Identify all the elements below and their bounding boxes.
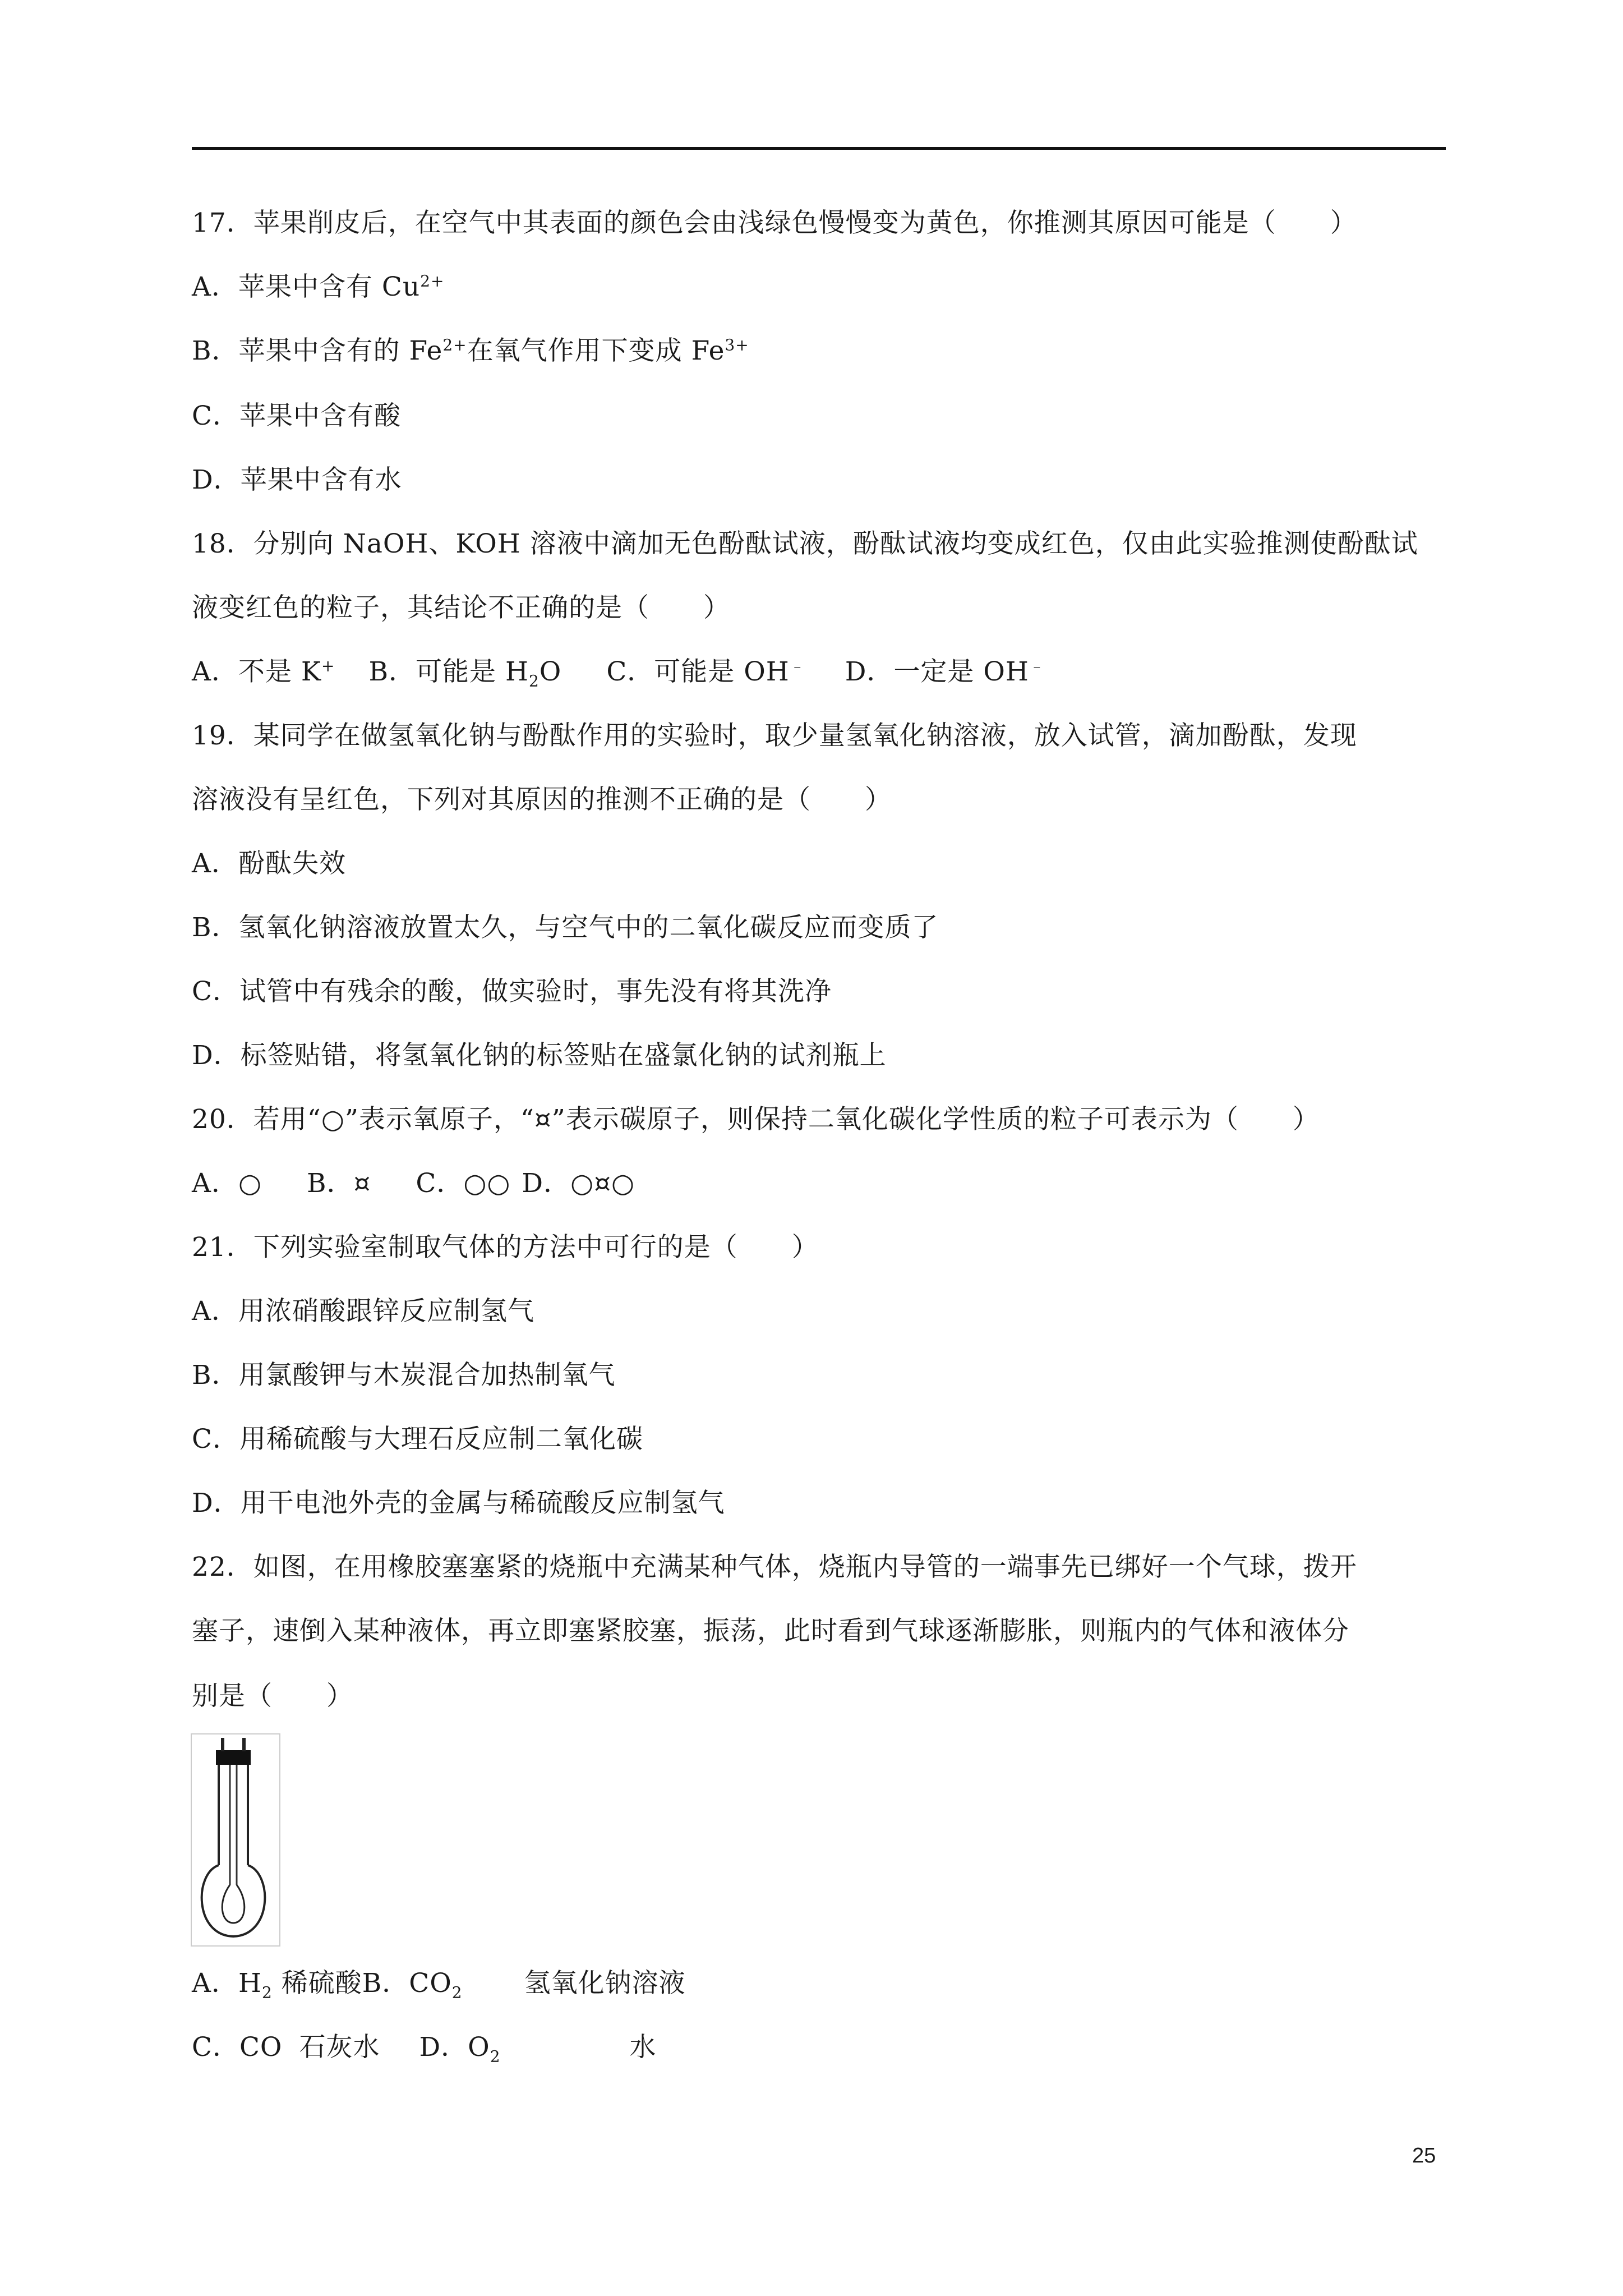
q22-options-row2 (192, 2031, 657, 2064)
q20-option-b: B．¤ (306, 1168, 371, 1199)
q18-option-c: C．可能是 OH﹣ (606, 656, 806, 687)
q19-option-b: B．氢氧化钠溶液放置太久，与空气中的二氧化碳反应而变质了 (192, 912, 939, 943)
q18-option-d: D．一定是 OH﹣ (845, 656, 1045, 687)
q22-option-d: D．$O_2$ 水 (419, 2032, 657, 2066)
q18-stem-line2: 液变红色的粒子，其结论不正确的是（ ） (192, 592, 730, 623)
q20-option-d: D．○¤○ (522, 1168, 635, 1199)
q21-stem: 21．下列实验室制取气体的方法中可行的是（ ） (192, 1232, 819, 1263)
q20-option-c: C．○○ (416, 1168, 511, 1199)
flask-balloon-figure (191, 1733, 280, 1947)
q20-option-a: A．○ (192, 1168, 262, 1199)
q21-option-b: B．用氯酸钾与木炭混合加热制氧气 (192, 1360, 616, 1391)
q18-options (192, 655, 1045, 689)
q18-option-b: B．可能是 $H_2O$ (368, 656, 562, 691)
q22-stem-line2: 塞子，速倒入某种液体，再立即塞紧胶塞，振荡，此时看到气球逐渐膨胀，则瓶内的气体和液体分 (192, 1616, 1349, 1646)
q21-option-a: A．用浓硝酸跟锌反应制氢气 (192, 1296, 534, 1327)
q17-option-a: A．苹果中含有 $Cu^{2+}$ (192, 272, 445, 302)
q18-option-a: A．不是 K+ (192, 656, 335, 687)
page-number: 25 (1412, 2144, 1436, 2168)
q19-stem-line1: 19．某同学在做氢氧化钠与酚酞作用的实验时，取少量氢氧化钠溶液，放入试管，滴加酚酞，发现 (192, 720, 1357, 751)
q20-stem: 20．若用“○”表示氧原子，“¤”表示碳原子，则保持二氧化碳化学性质的粒子可表示为（ ） (192, 1104, 1320, 1135)
q19-option-a: A．酚酞失效 (192, 848, 346, 879)
q22-stem-line3: 别是（ ） (192, 1681, 353, 1711)
q17-stem: 17．苹果削皮后，在空气中其表面的颜色会由浅绿色慢慢变为黄色，你推测其原因可能是（ ） (192, 208, 1357, 238)
q21-option-c: C．用稀硫酸与大理石反应制二氧化碳 (192, 1424, 643, 1455)
q19-option-d: D．标签贴错，将氢氧化钠的标签贴在盛氯化钠的试剂瓶上 (192, 1040, 887, 1071)
q19-stem-line2: 溶液没有呈红色，下列对其原因的推测不正确的是（ ） (192, 784, 892, 815)
q17-option-d: D．苹果中含有水 (192, 464, 402, 495)
q17-option-b: B．苹果中含有的 $Fe^{2+}$在氧气作用下变成 $Fe^{3+}$ (192, 335, 749, 366)
q22-option-c: C．CO 石灰水 (192, 2032, 380, 2063)
q22-option-a: A．$H_2$ 稀硫酸 (192, 1968, 362, 2002)
q22-options-row1 (192, 1967, 686, 2000)
q17-option-c: C．苹果中含有酸 (192, 401, 401, 431)
q22-stem-line1: 22．如图，在用橡胶塞塞紧的烧瓶中充满某种气体，烧瓶内导管的一端事先已绑好一个气球，拨开 (192, 1552, 1357, 1582)
q20-options (192, 1167, 635, 1200)
q18-stem-line1: 18．分别向 NaOH、KOH 溶液中滴加无色酚酞试液，酚酞试液均变成红色，仅由此实验推测使酚酞试 (192, 528, 1418, 559)
q21-option-d: D．用干电池外壳的金属与稀硫酸反应制氢气 (192, 1488, 725, 1519)
q22-option-b: B．$CO_2$ 氢氧化钠溶液 (362, 1968, 686, 2002)
q19-option-c: C．试管中有残余的酸，做实验时，事先没有将其洗净 (192, 976, 832, 1007)
header-rule (192, 147, 1446, 150)
